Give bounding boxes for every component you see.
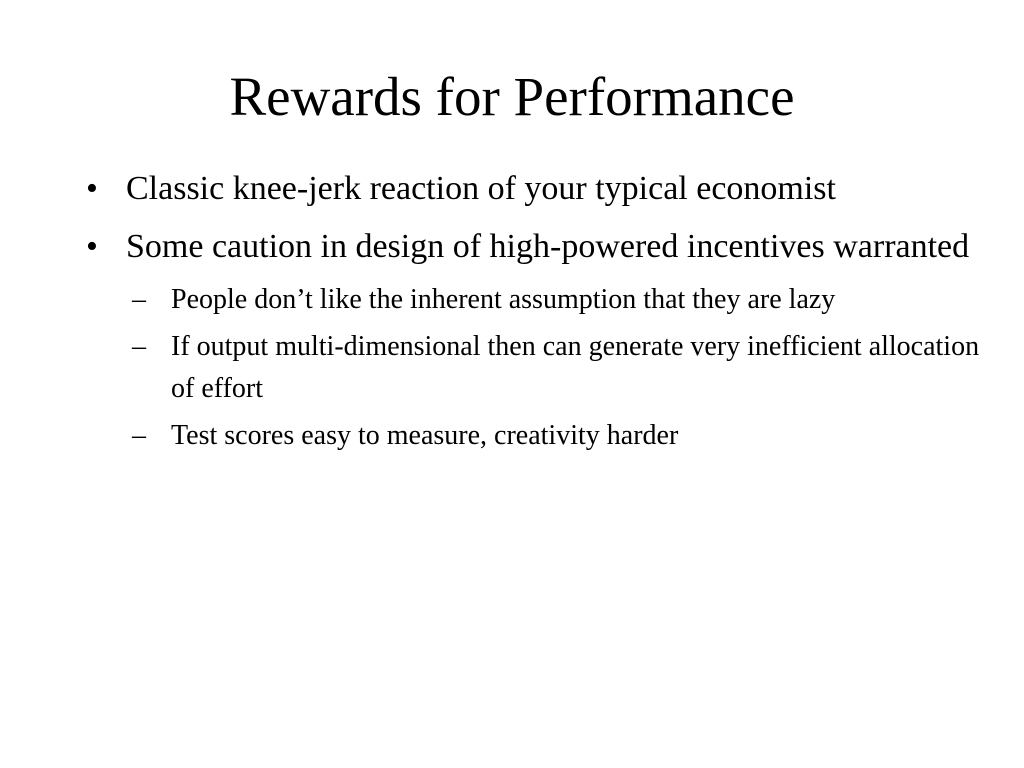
sub-bullet-item: [132, 279, 996, 321]
bullet-text: Some caution in design of high-powered incentives warranted: [126, 228, 970, 265]
bullet-item: [86, 163, 996, 215]
slide-body: [86, 163, 996, 462]
sub-bullet-marker: –: [132, 284, 146, 315]
bullet-marker: •: [86, 170, 98, 207]
sub-bullet-item: [132, 326, 996, 410]
slide-title: Rewards for Performance: [229, 66, 795, 127]
bullet-text: Classic knee-jerk reaction of your typical economist: [126, 170, 836, 207]
bullet-item: [86, 221, 996, 273]
sub-bullet-list: [86, 279, 996, 457]
sub-bullet-marker: –: [132, 331, 146, 362]
sub-bullet-item: [132, 415, 996, 457]
sub-bullet-text: Test scores easy to measure, creativity harder: [171, 420, 679, 451]
sub-bullet-text: People don’t like the inherent assumption that they are lazy: [171, 284, 836, 315]
bullet-marker: •: [86, 228, 98, 265]
sub-bullet-text: If output multi-dimensional then can generate very inefficient allocation of effort: [171, 331, 980, 404]
sub-bullet-marker: –: [132, 420, 146, 451]
